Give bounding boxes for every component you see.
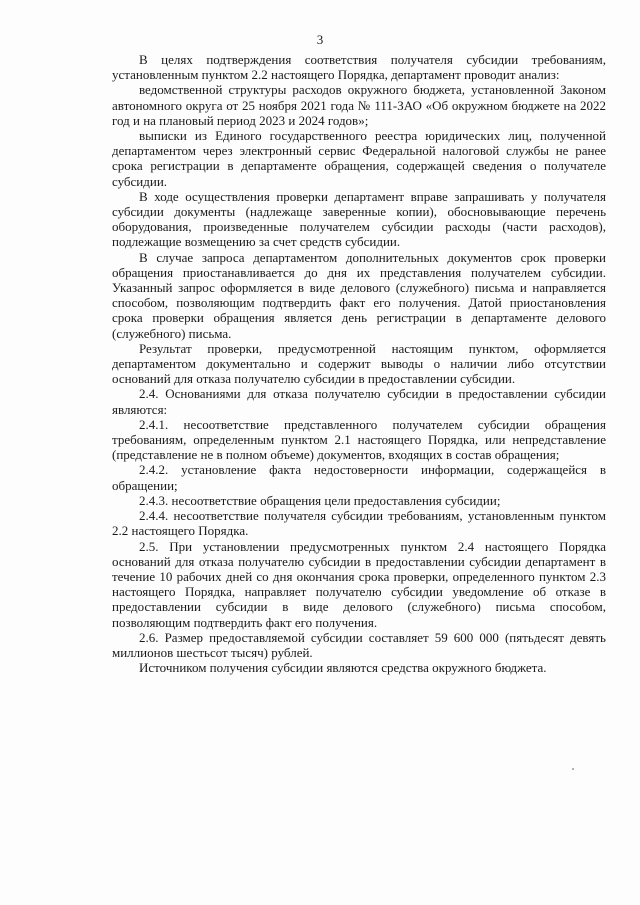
scan-speck — [572, 768, 574, 770]
paragraph-check-result: Результат проверки, предусмотренной настоящим пунктом, оформляется департаментом документально и содержит выводы о наличии либо отсутствии оснований для отказа получателю субсидии в предоставлении субсидии. — [112, 340, 606, 387]
clause-2-4-1: 2.4.1. несоответствие представленного получателем субсидии обращения требованиям, определенным пунктом 2.1 настоящего Порядка, или непредставление (представление не в полном объеме) документов, входящих в состав обращения; — [112, 416, 606, 463]
page-number: 3 — [316, 32, 324, 47]
document-body — [112, 52, 606, 675]
paragraph-request-suspension: В случае запроса департаментом дополнительных документов срок проверки обращения приостанавливается до дня их представления получателем субсидии. Указанный запрос оформляется в виде делового (служебного) письма и направляется способом, позволяющим подтвердить факт его получения. Датой приостановления срока проверки обращения является день регистрации в департаменте делового (служебного) письма. — [112, 249, 606, 341]
paragraph-funding-source: Источником получения субсидии являются средства окружного бюджета. — [139, 660, 547, 676]
paragraph-egrul-extract: выписки из Единого государственного реестра юридических лиц, полученной департаментом через электронный сервис Федеральной налоговой службы не ранее срока регистрации в департаменте обращения, содержащей сведения о получателе субсидии. — [112, 128, 606, 189]
paragraph-budget-structure: ведомственной структуры расходов окружного бюджета, установленной Законом автономного округа от 25 ноября 2021 года № 111-ЗАО «Об окружном бюджете на 2022 год и на плановый период 2023 и 2024 годов»; — [112, 82, 606, 128]
clause-2-4-4: 2.4.4. несоответствие получателя субсидии требованиям, установленным пунктом 2.2 настоящего Порядка. — [112, 508, 606, 539]
paragraph-document-request: В ходе осуществления проверки департамент вправе запрашивать у получателя субсидии документы (надлежаще заверенные копии), обосновывающие перечень оборудования, произведенные получателем субсидии расходы (части расходов), подлежащие возмещению за счет средств субсидии. — [112, 188, 606, 250]
clause-2-4-2: 2.4.2. установление факта недостоверности информации, содержащейся в обращении; — [112, 462, 606, 493]
clause-2-4-3: 2.4.3. несоответствие обращения цели предоставления субсидии; — [139, 492, 501, 508]
paragraph-analysis-intro: В целях подтверждения соответствия получателя субсидии требованиям, установленным пунктом 2.2 настоящего Порядка, департамент проводит анализ: — [112, 52, 606, 83]
clause-2-6: 2.6. Размер предоставляемой субсидии составляет 59 600 000 (пятьдесят девять миллионов шестьсот тысяч) рублей. — [112, 629, 606, 660]
clause-2-5: 2.5. При установлении предусмотренных пунктом 2.4 настоящего Порядка оснований для отказа получателю субсидии в предоставлении субсидии департамент в течение 10 рабочих дней со дня окончания срока проверки, определенного пунктом 2.3 настоящего Порядка, направляет получателю субсидии уведомление об отказе в предоставлении субсидии в виде делового (служебного) письма способом, позволяющим подтвердить факт его получения. — [112, 538, 606, 630]
clause-2-4: 2.4. Основаниями для отказа получателю субсидии в предоставлении субсидии являются: — [112, 386, 606, 417]
